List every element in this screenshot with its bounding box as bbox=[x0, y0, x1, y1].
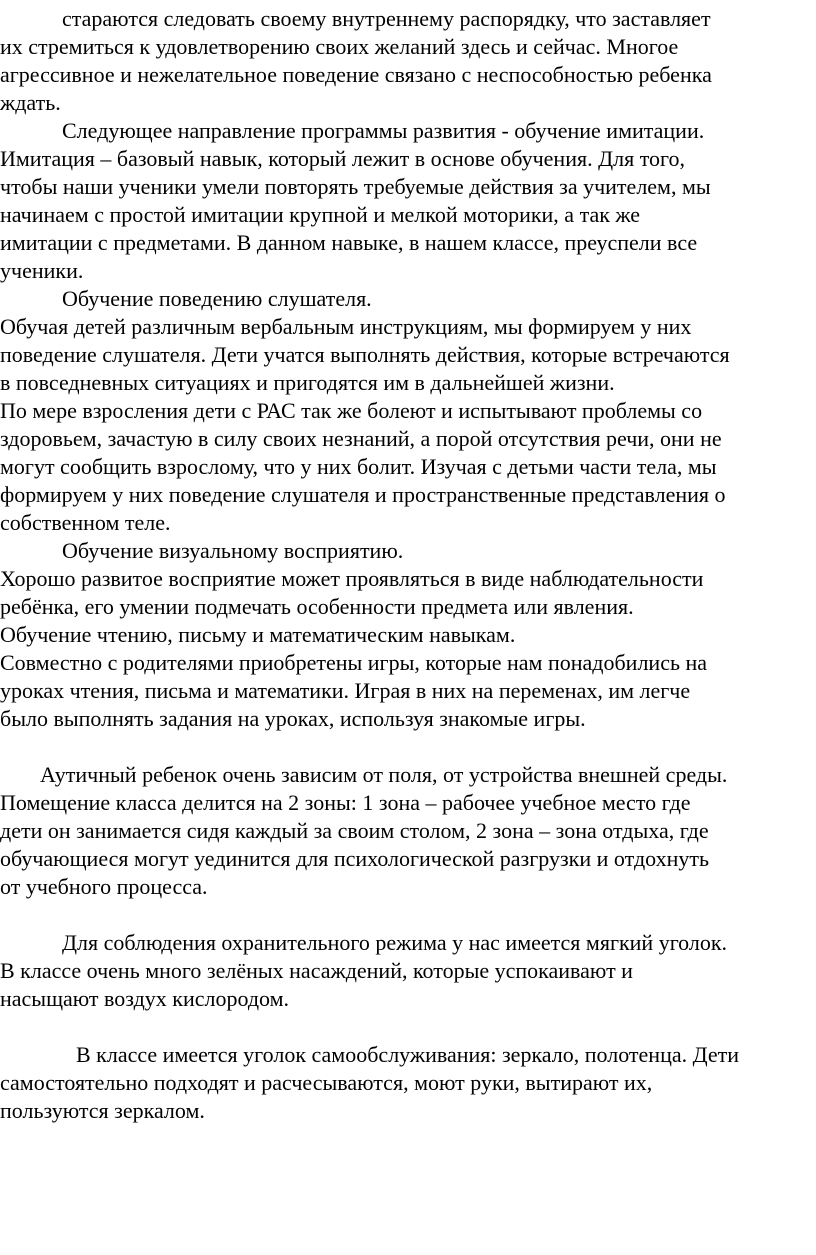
text-line: Совместно с родителями приобретены игры, которые нам понадобились на bbox=[0, 650, 708, 675]
text-line: чтобы наши ученики умели повторять требуемые действия за учителем, мы bbox=[0, 174, 711, 199]
text-line: пользуются зеркалом. bbox=[0, 1098, 205, 1123]
text-line: ребёнка, его умении подмечать особенности предмета или явления. bbox=[0, 594, 634, 619]
text-line: По мере взросления дети с РАС так же болеют и испытывают проблемы со bbox=[0, 398, 703, 423]
text-line: поведение слушателя. Дети учатся выполнять действия, которые встречаются bbox=[0, 342, 730, 367]
text-line: насыщают воздух кислородом. bbox=[0, 986, 290, 1011]
text-line: Обучение поведению слушателя. bbox=[62, 286, 372, 311]
text-line: обучающиеся могут уединится для психологической разгрузки и отдохнуть bbox=[0, 846, 710, 871]
text-line: В классе очень много зелёных насаждений, которые успокаивают и bbox=[0, 958, 633, 983]
text-line: было выполнять задания на уроках, используя знакомые игры. bbox=[0, 706, 586, 731]
text-line: ждать. bbox=[0, 90, 61, 115]
text-line: Обучая детей различным вербальным инструкциям, мы формируем у них bbox=[0, 314, 692, 339]
text-line: Для соблюдения охранительного режима у нас имеется мягкий уголок. bbox=[62, 930, 728, 955]
text-line: стараются следовать своему внутреннему распорядку, что заставляет bbox=[62, 6, 711, 31]
text-line: могут сообщить взрослому, что у них болит. Изучая с детьми части тела, мы bbox=[0, 454, 717, 479]
text-line: Аутичный ребенок очень зависим от поля, от устройства внешней среды. bbox=[40, 762, 728, 787]
text-line: Обучение визуальному восприятию. bbox=[62, 538, 404, 563]
text-line: имитации с предметами. В данном навыке, в нашем классе, преуспели все bbox=[0, 230, 698, 255]
text-line: Имитация – базовый навык, который лежит в основе обучения. Для того, bbox=[0, 146, 685, 171]
text-line: Следующее направление программы развития - обучение имитации. bbox=[62, 118, 705, 143]
text-line: начинаем с простой имитации крупной и мелкой моторики, а так же bbox=[0, 202, 641, 227]
text-line: В классе имеется уголок самообслуживания: зеркало, полотенца. Дети bbox=[76, 1042, 740, 1067]
text-line: Помещение класса делится на 2 зоны: 1 зона – рабочее учебное место где bbox=[0, 790, 691, 815]
text-line: здоровьем, зачастую в силу своих незнаний, а порой отсутствия речи, они не bbox=[0, 426, 722, 451]
text-line: Обучение чтению, письму и математическим навыкам. bbox=[0, 622, 516, 647]
text-line: от учебного процесса. bbox=[0, 874, 208, 899]
text-line: ученики. bbox=[0, 258, 84, 283]
text-line: их стремиться к удовлетворению своих желаний здесь и сейчас. Многое bbox=[0, 34, 679, 59]
text-line: дети он занимается сидя каждый за своим столом, 2 зона – зона отдыха, где bbox=[0, 818, 709, 843]
text-line: уроках чтения, письма и математики. Играя в них на переменах, им легче bbox=[0, 678, 691, 703]
text-line: агрессивное и нежелательное поведение связано с неспособностью ребенка bbox=[0, 62, 712, 87]
text-line: формируем у них поведение слушателя и пространственные представления о bbox=[0, 482, 726, 507]
text-line: самостоятельно подходят и расчесываются, моют руки, вытирают их, bbox=[0, 1070, 653, 1095]
text-line: собственном теле. bbox=[0, 510, 171, 535]
text-line: в повседневных ситуациях и пригодятся им в дальнейшей жизни. bbox=[0, 370, 615, 395]
text-line: Хорошо развитое восприятие может проявляться в виде наблюдательности bbox=[0, 566, 704, 591]
